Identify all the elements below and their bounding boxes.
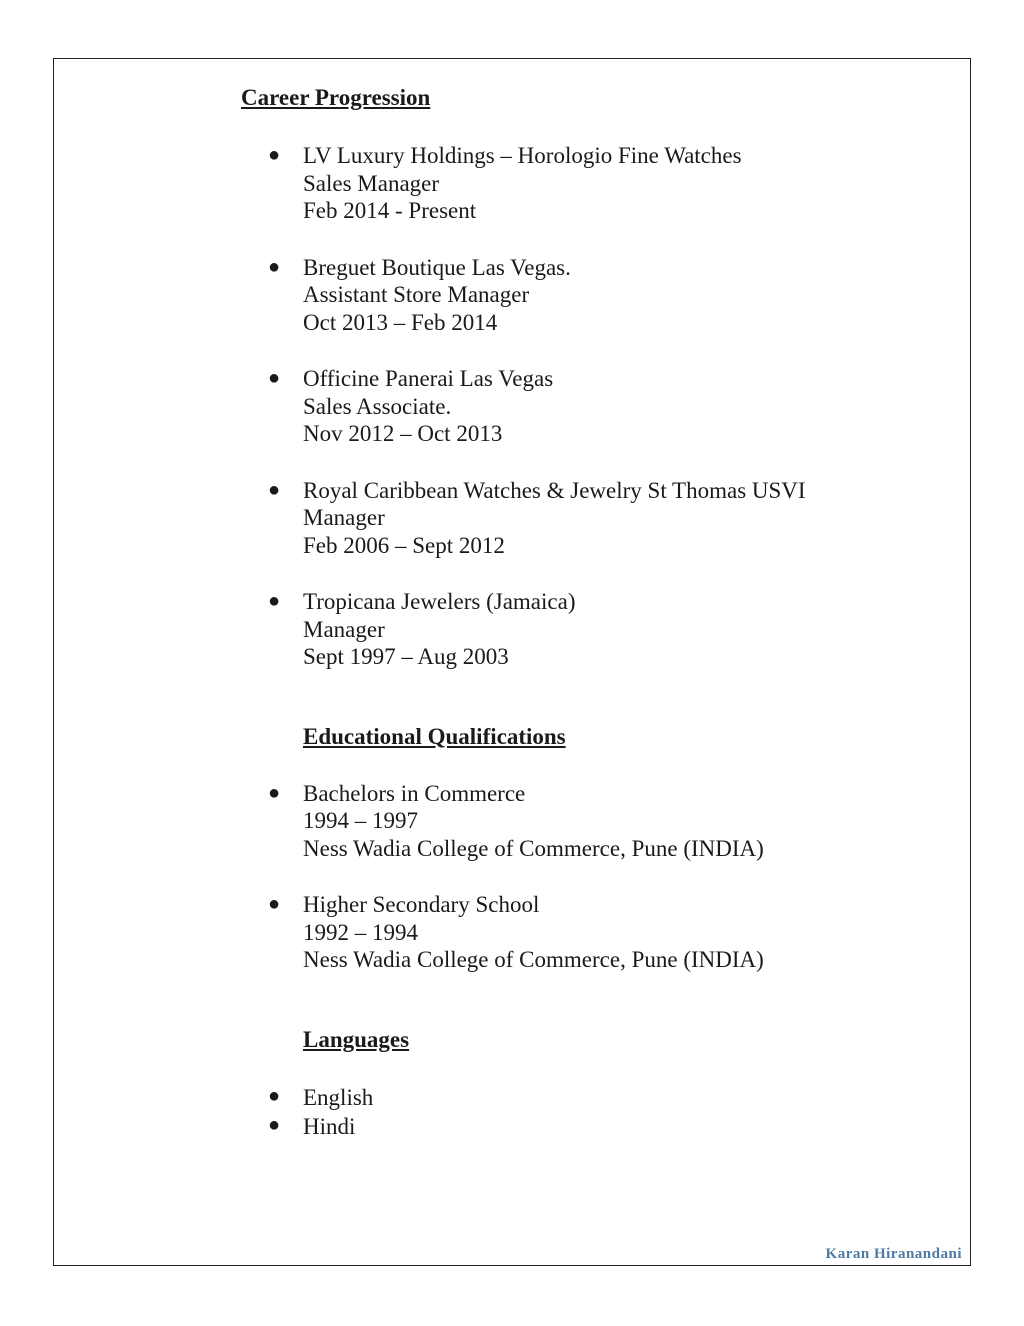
job-dates: Feb 2014 - Present: [303, 198, 477, 223]
job-role: Assistant Store Manager: [303, 282, 530, 307]
job-role: Manager: [303, 505, 385, 530]
languages-list: [241, 1083, 961, 1141]
career-entry: [241, 588, 961, 671]
company-name: Breguet Boutique Las Vegas.: [303, 254, 571, 280]
education-entry: [241, 780, 961, 863]
degree-name: Bachelors in Commerce: [303, 780, 526, 806]
language-name: English: [303, 1084, 374, 1110]
bullet-icon: ●: [268, 144, 281, 166]
bullet-icon: ●: [268, 893, 281, 915]
bullet-icon: ●: [268, 478, 281, 501]
company-name: Royal Caribbean Watches & Jewelry St Thomas USVI: [303, 477, 806, 503]
institution-name: Ness Wadia College of Commerce, Pune (INDIA): [303, 947, 764, 972]
education-years: 1992 – 1994: [303, 919, 418, 945]
company-name: Officine Panerai Las Vegas: [303, 366, 554, 391]
career-entry: [241, 365, 961, 448]
education-years: 1994 – 1997: [303, 808, 418, 833]
career-entry: [241, 142, 961, 225]
job-dates: Nov 2012 – Oct 2013: [303, 421, 503, 446]
job-role: Manager: [303, 616, 385, 642]
career-entry: [241, 477, 961, 560]
footer-author-name: Karan Hiranandani: [825, 1246, 962, 1262]
career-entry: [241, 254, 961, 337]
job-role: Sales Associate.: [303, 393, 452, 419]
languages-heading: Languages: [303, 1026, 410, 1052]
education-heading: Educational Qualifications: [303, 723, 566, 749]
job-dates: Sept 1997 – Aug 2003: [303, 644, 509, 669]
career-list: [241, 142, 961, 671]
language-item: [241, 1112, 961, 1141]
institution-name: Ness Wadia College of Commerce, Pune (INDIA): [303, 835, 764, 861]
job-dates: Oct 2013 – Feb 2014: [303, 309, 498, 335]
education-entry: [241, 891, 961, 974]
bullet-icon: ●: [268, 590, 281, 612]
bullet-icon: ●: [268, 367, 281, 389]
education-list: [241, 780, 961, 974]
bullet-icon: ●: [268, 1084, 281, 1107]
resume-content: [241, 84, 961, 1141]
degree-name: Higher Secondary School: [303, 892, 540, 917]
bullet-icon: ●: [268, 1113, 281, 1136]
bullet-icon: ●: [268, 781, 281, 804]
language-name: Hindi: [303, 1113, 356, 1139]
language-item: [241, 1083, 961, 1112]
bullet-icon: ●: [268, 255, 281, 278]
company-name: LV Luxury Holdings – Horologio Fine Watches: [303, 143, 742, 168]
job-dates: Feb 2006 – Sept 2012: [303, 532, 505, 558]
career-progression-heading: Career Progression: [241, 85, 431, 110]
job-role: Sales Manager: [303, 170, 440, 196]
company-name: Tropicana Jewelers (Jamaica): [303, 589, 576, 614]
